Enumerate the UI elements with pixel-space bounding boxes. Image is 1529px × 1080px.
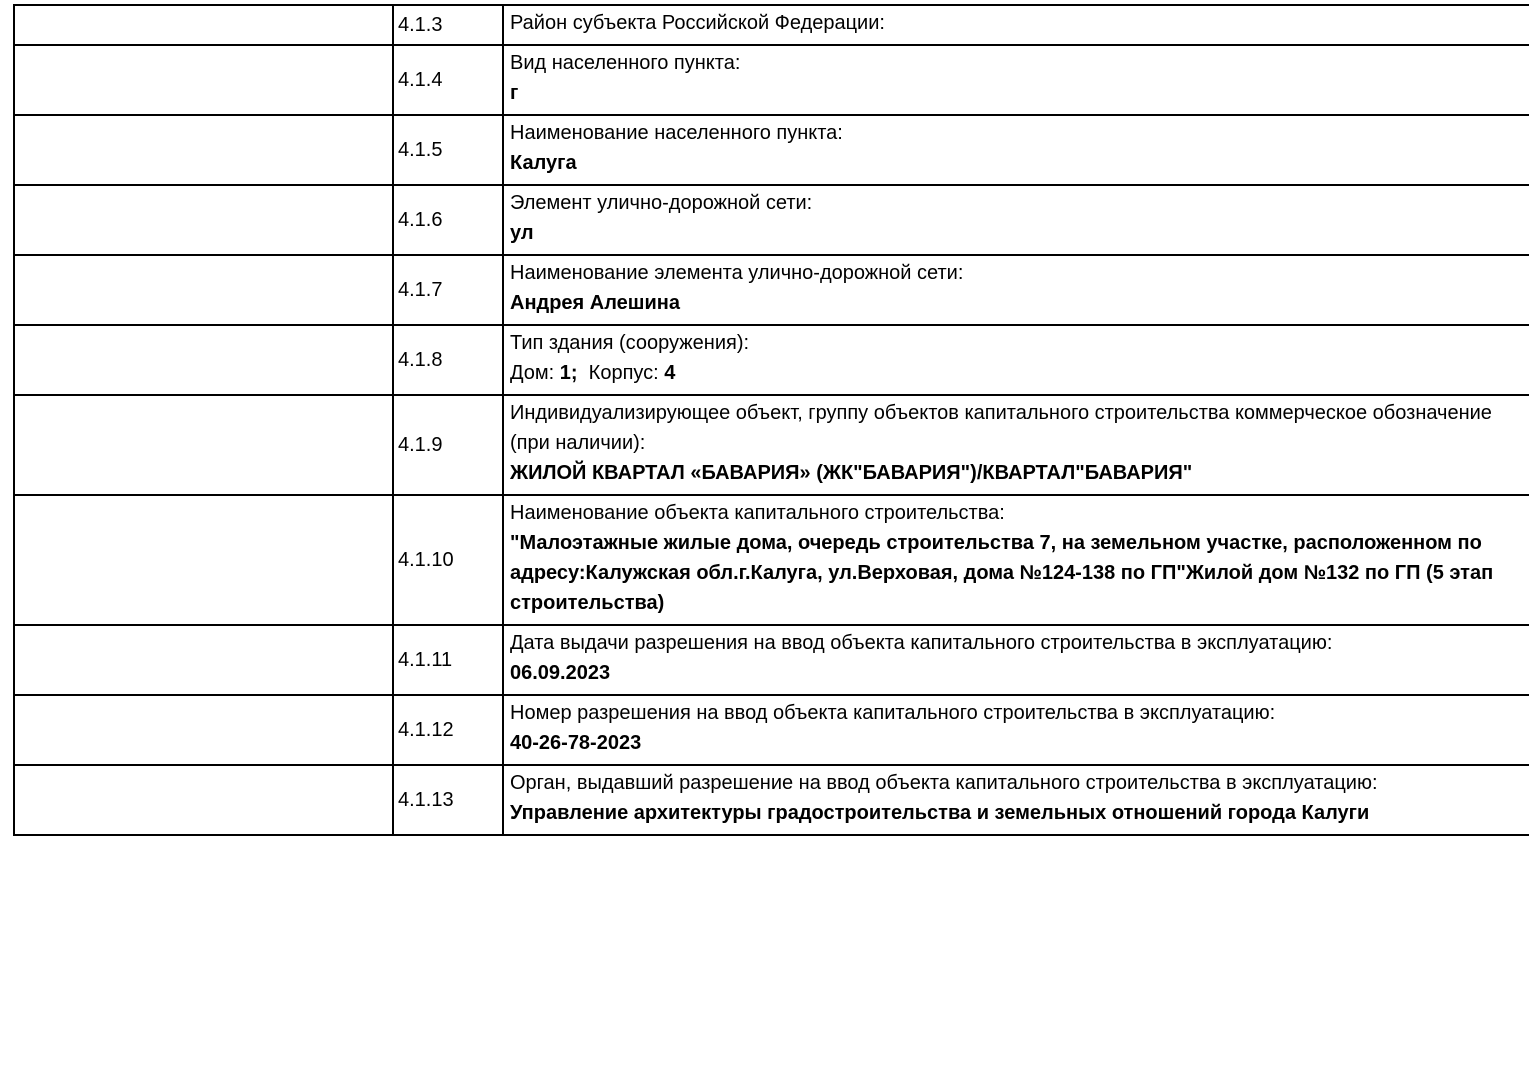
- empty-cell: [14, 695, 393, 765]
- row-content: [503, 325, 1529, 395]
- row-code: 4.1.7: [393, 255, 503, 325]
- field-label: Индивидуализирующее объект, группу объектов капитального строительства коммерческое обозначение (при наличии):: [510, 402, 1498, 454]
- value-part: 4: [664, 362, 676, 384]
- declaration-table: [13, 4, 1529, 836]
- empty-cell: [14, 325, 393, 395]
- field-label: Номер разрешения на ввод объекта капитального строительства в эксплуатацию:: [510, 702, 1276, 724]
- row-content: [503, 255, 1529, 325]
- table-row: [14, 45, 1529, 115]
- empty-cell: [14, 495, 393, 625]
- field-value: Калуга: [510, 152, 577, 174]
- row-code: 4.1.5: [393, 115, 503, 185]
- row-code: 4.1.13: [393, 765, 503, 835]
- value-part: Дом:: [510, 362, 560, 384]
- empty-cell: [14, 255, 393, 325]
- empty-cell: [14, 185, 393, 255]
- row-content: [503, 765, 1529, 835]
- table-row: [14, 765, 1529, 835]
- field-label: Дата выдачи разрешения на ввод объекта капитального строительства в эксплуатацию:: [510, 632, 1333, 654]
- row-code: 4.1.9: [393, 395, 503, 495]
- table-row: [14, 395, 1529, 495]
- row-content: [503, 695, 1529, 765]
- table-row: [14, 325, 1529, 395]
- row-code: 4.1.11: [393, 625, 503, 695]
- field-value: ул: [510, 222, 534, 244]
- table-row: [14, 255, 1529, 325]
- field-value: ЖИЛОЙ КВАРТАЛ «БАВАРИЯ» (ЖК"БАВАРИЯ")/КВАРТАЛ"БАВАРИЯ": [510, 462, 1193, 484]
- empty-cell: [14, 625, 393, 695]
- row-code: 4.1.3: [393, 5, 503, 45]
- row-content: [503, 5, 1529, 45]
- row-code: 4.1.10: [393, 495, 503, 625]
- table-row: [14, 185, 1529, 255]
- field-value: Андрея Алешина: [510, 292, 680, 314]
- row-content: [503, 115, 1529, 185]
- row-content: [503, 395, 1529, 495]
- table-row: [14, 5, 1529, 45]
- row-code: 4.1.12: [393, 695, 503, 765]
- row-content: [503, 495, 1529, 625]
- value-part: Корпус:: [577, 362, 665, 384]
- field-label: Наименование населенного пункта:: [510, 122, 843, 144]
- row-code: 4.1.8: [393, 325, 503, 395]
- row-code: 4.1.6: [393, 185, 503, 255]
- empty-cell: [14, 765, 393, 835]
- field-value: 06.09.2023: [510, 662, 611, 684]
- field-value: Управление архитектуры градостроительства и земельных отношений города Калуги: [510, 802, 1370, 824]
- field-label: Район субъекта Российской Федерации:: [510, 12, 885, 34]
- table-row: [14, 625, 1529, 695]
- table-row: [14, 695, 1529, 765]
- empty-cell: [14, 115, 393, 185]
- field-value: "Малоэтажные жилые дома, очередь строительства 7, на земельном участке, расположенном по адресу:Калужская обл.г.Калуга, ул.Верховая, дома №124-138 по ГП"Жилой дом №132 по ГП (5 этап строительства): [510, 532, 1499, 614]
- field-value: 40-26-78-2023: [510, 732, 642, 754]
- field-label: Орган, выдавший разрешение на ввод объекта капитального строительства в эксплуатацию:: [510, 772, 1378, 794]
- field-label: Вид населенного пункта:: [510, 52, 741, 74]
- field-label: Наименование элемента улично-дорожной сети:: [510, 262, 964, 284]
- table-row: [14, 495, 1529, 625]
- empty-cell: [14, 5, 393, 45]
- row-code: 4.1.4: [393, 45, 503, 115]
- row-content: [503, 185, 1529, 255]
- field-value: [510, 358, 1521, 388]
- table-row: [14, 115, 1529, 185]
- empty-cell: [14, 45, 393, 115]
- field-label: Элемент улично-дорожной сети:: [510, 192, 813, 214]
- row-content: [503, 625, 1529, 695]
- field-label: Наименование объекта капитального строительства:: [510, 502, 1005, 524]
- row-content: [503, 45, 1529, 115]
- field-label: Тип здания (сооружения):: [510, 332, 750, 354]
- empty-cell: [14, 395, 393, 495]
- value-part: 1;: [559, 362, 578, 384]
- field-value: г: [510, 82, 519, 104]
